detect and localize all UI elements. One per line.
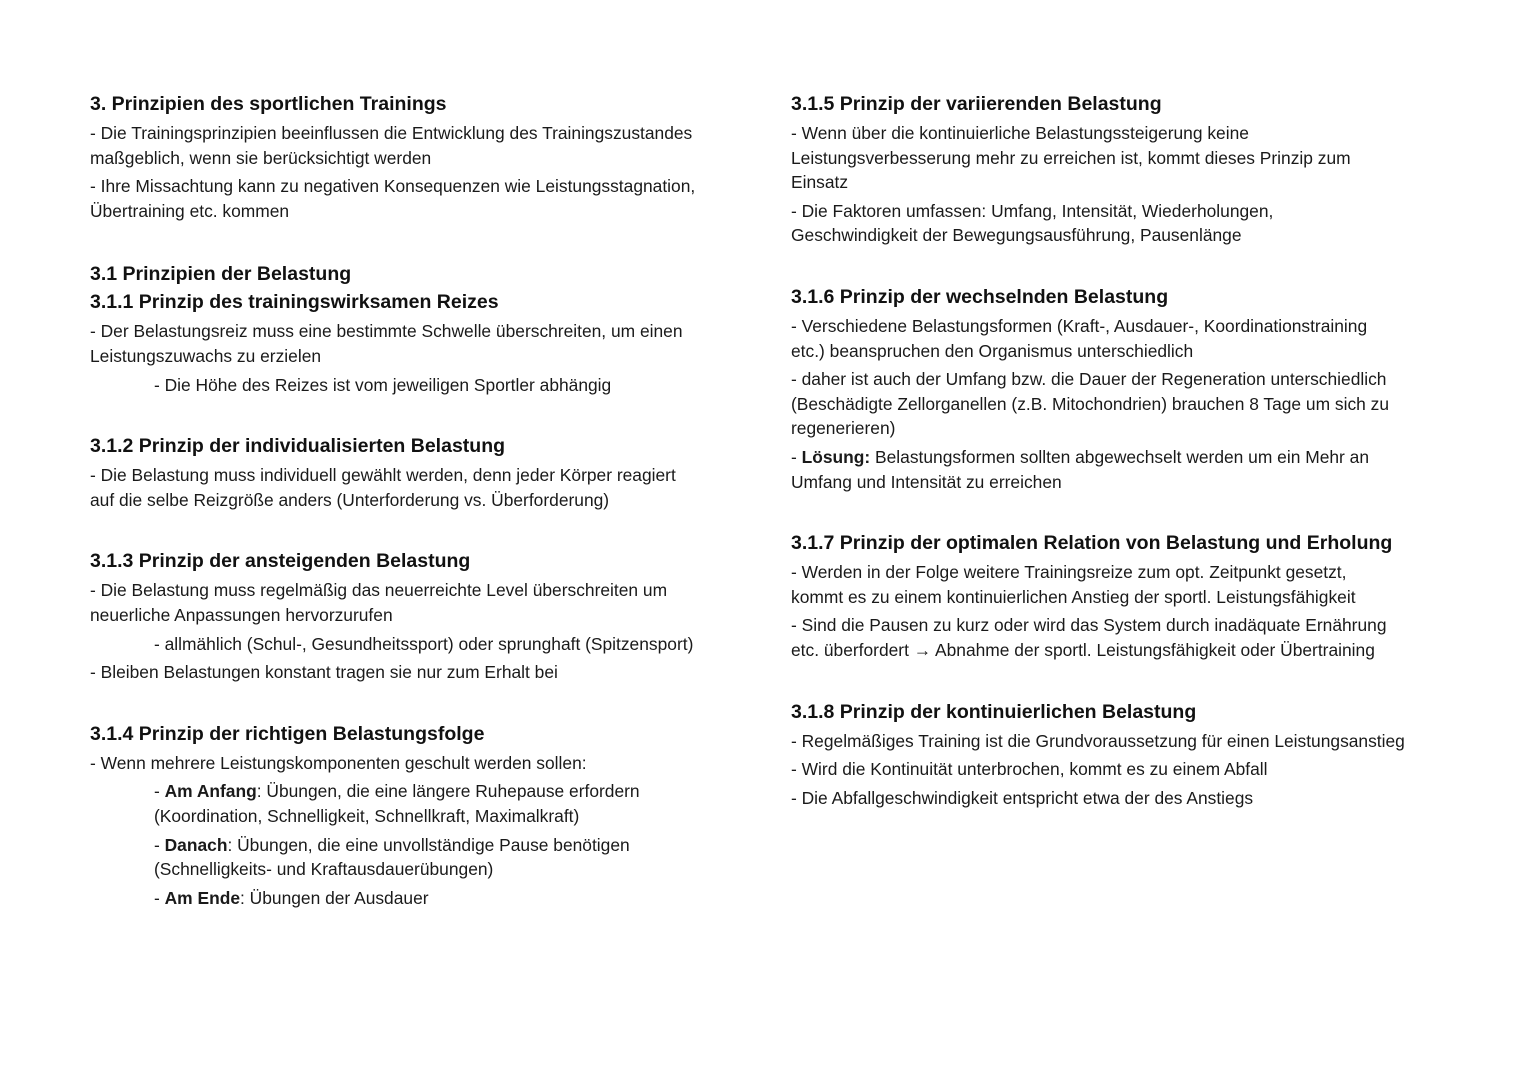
- line: maßgeblich, wenn sie berücksichtigt werden: [90, 147, 432, 168]
- right-column: [791, 91, 1441, 810]
- line: - Ihre Missachtung kann zu negativen Konsequenzen wie Leistungsstagnation,: [90, 176, 696, 197]
- line: (Beschädigte Zellorganellen (z.B. Mitochondrien) brauchen 8 Tage um sich zu: [791, 393, 1390, 414]
- line: Leistungsverbesserung mehr zu erreichen ist, kommt dieses Prinzip zum: [791, 147, 1351, 168]
- line: - Die Trainingsprinzipien beeinflussen die Entwicklung des Trainingszustandes: [90, 123, 693, 143]
- indented-paragraph: - Am Ende: Übungen der Ausdauer: [154, 887, 429, 908]
- line: Leistungszuwachs zu erzielen: [90, 345, 322, 366]
- left-column: [90, 91, 740, 910]
- section-3-1-8-heading: 3.1.8 Prinzip der kontinuierlichen Belastung: [791, 700, 1197, 723]
- line: - Die Faktoren umfassen: Umfang, Intensität, Wiederholungen,: [791, 200, 1274, 221]
- paragraph: [90, 319, 740, 368]
- paragraph: - Lösung: Belastungsformen sollten abgewechselt werden um ein Mehr an Umfang und Intensität zu erreichen: [791, 446, 1370, 492]
- paragraph: [791, 613, 1441, 662]
- section-3-1-8: [791, 699, 1441, 811]
- section-3-1-5-heading: 3.1.5 Prinzip der variierenden Belastung: [791, 93, 1162, 115]
- section-3-1: [90, 261, 740, 287]
- paragraph: [90, 121, 740, 170]
- bold-term: Danach: [164, 834, 228, 855]
- section-3-1-6-heading: 3.1.6 Prinzip der wechselnden Belastung: [791, 285, 1169, 308]
- section-3-1-7-heading: 3.1.7 Prinzip der optimalen Relation von Belastung und Erholung: [791, 532, 1393, 555]
- section-3-1-3: [90, 548, 740, 684]
- line: regenerieren): [791, 418, 896, 439]
- line: - Der Belastungsreiz muss eine bestimmte Schwelle überschreiten, um einen: [90, 321, 683, 342]
- indented-paragraph: - allmählich (Schul-, Gesundheitssport) oder sprunghaft (Spitzensport): [154, 633, 694, 654]
- section-3-1-7: [791, 530, 1441, 662]
- section-3: [90, 91, 740, 223]
- paragraph: [90, 578, 740, 627]
- section-3-1-1: [90, 289, 740, 397]
- line: Einsatz: [791, 172, 849, 193]
- line: neuerliche Anpassungen hervorzurufen: [90, 604, 393, 625]
- paragraph: - Wird die Kontinuität unterbrochen, kommt es zu einem Abfall: [791, 759, 1268, 780]
- paragraph: - Wenn mehrere Leistungskomponenten geschult werden sollen:: [90, 752, 587, 773]
- line: Umfang und Intensität zu erreichen: [791, 471, 1062, 492]
- paragraph: [90, 463, 740, 512]
- section-3-heading: 3. Prinzipien des sportlichen Trainings: [90, 93, 447, 115]
- bold-term: Am Anfang: [164, 781, 257, 802]
- line: - Wenn über die kontinuierliche Belastungssteigerung keine: [791, 123, 1249, 143]
- line: - Verschiedene Belastungsformen (Kraft-, Ausdauer-, Koordinationstraining: [791, 315, 1368, 336]
- line: - Sind die Pausen zu kurz oder wird das System durch inadäquate Ernährung: [791, 615, 1387, 636]
- indented-paragraph: - Die Höhe des Reizes ist vom jeweiligen Sportler abhängig: [154, 374, 612, 395]
- line: Geschwindigkeit der Bewegungsausführung, Pausenlänge: [791, 225, 1242, 246]
- paragraph: [791, 314, 1441, 363]
- line: - Die Belastung muss regelmäßig das neuerreichte Level überschreiten um: [90, 580, 668, 601]
- paragraph: [90, 174, 740, 223]
- section-3-1-2-heading: 3.1.2 Prinzip der individualisierten Belastung: [90, 435, 506, 458]
- paragraph: [791, 367, 1441, 441]
- section-3-1-3-heading: 3.1.3 Prinzip der ansteigenden Belastung: [90, 550, 471, 573]
- line: auf die selbe Reizgröße anders (Unterforderung vs. Überforderung): [90, 489, 610, 510]
- section-3-1-heading: 3.1 Prinzipien der Belastung: [90, 263, 352, 286]
- paragraph: - Regelmäßiges Training ist die Grundvoraussetzung für einen Leistungsanstieg: [791, 730, 1405, 751]
- paragraph: - Bleiben Belastungen konstant tragen sie nur zum Erhalt bei: [90, 662, 558, 683]
- line: kommt es zu einem kontinuierlichen Anstieg der sportl. Leistungsfähigkeit: [791, 586, 1356, 607]
- line: - Die Belastung muss individuell gewählt werden, denn jeder Körper reagiert: [90, 465, 676, 486]
- paragraph: - Die Abfallgeschwindigkeit entspricht etwa der des Anstiegs: [791, 787, 1254, 808]
- bold-term: Lösung:: [801, 446, 871, 467]
- line: etc. überfordert → Abnahme der sportl. Leistungsfähigkeit oder Übertraining: [791, 639, 1375, 660]
- line: (Koordination, Schnelligkeit, Schnellkraft, Maximalkraft): [154, 805, 580, 826]
- bold-term: Am Ende: [164, 887, 240, 908]
- line: - Werden in der Folge weitere Trainingsreize zum opt. Zeitpunkt gesetzt,: [791, 562, 1347, 583]
- line: Übertraining etc. kommen: [90, 200, 290, 221]
- line: (Schnelligkeits- und Kraftausdauerübungen): [154, 859, 494, 880]
- indented-paragraph: - Am Anfang: Übungen, die eine längere Ruhepause erfordern (Koordination, Schnelligkeit, Schnellkraft, Maximalkraft): [154, 781, 640, 826]
- section-3-1-5: [791, 91, 1441, 248]
- section-3-1-2: [90, 433, 740, 512]
- line: etc.) beanspruchen den Organismus unterschiedlich: [791, 340, 1194, 361]
- section-3-1-4: [90, 721, 740, 911]
- section-3-1-1-heading: 3.1.1 Prinzip des trainingswirksamen Reizes: [90, 291, 499, 314]
- paragraph: [791, 121, 1441, 195]
- line: - daher ist auch der Umfang bzw. die Dauer der Regeneration unterschiedlich: [791, 369, 1387, 390]
- paragraph: [791, 560, 1441, 609]
- indented-paragraph: - Danach: Übungen, die eine unvollständige Pause benötigen (Schnelligkeits- und Kraftausdauerübungen): [154, 834, 630, 880]
- section-3-1-4-heading: 3.1.4 Prinzip der richtigen Belastungsfolge: [90, 722, 485, 745]
- section-3-1-6: [791, 284, 1441, 494]
- paragraph: [791, 199, 1441, 248]
